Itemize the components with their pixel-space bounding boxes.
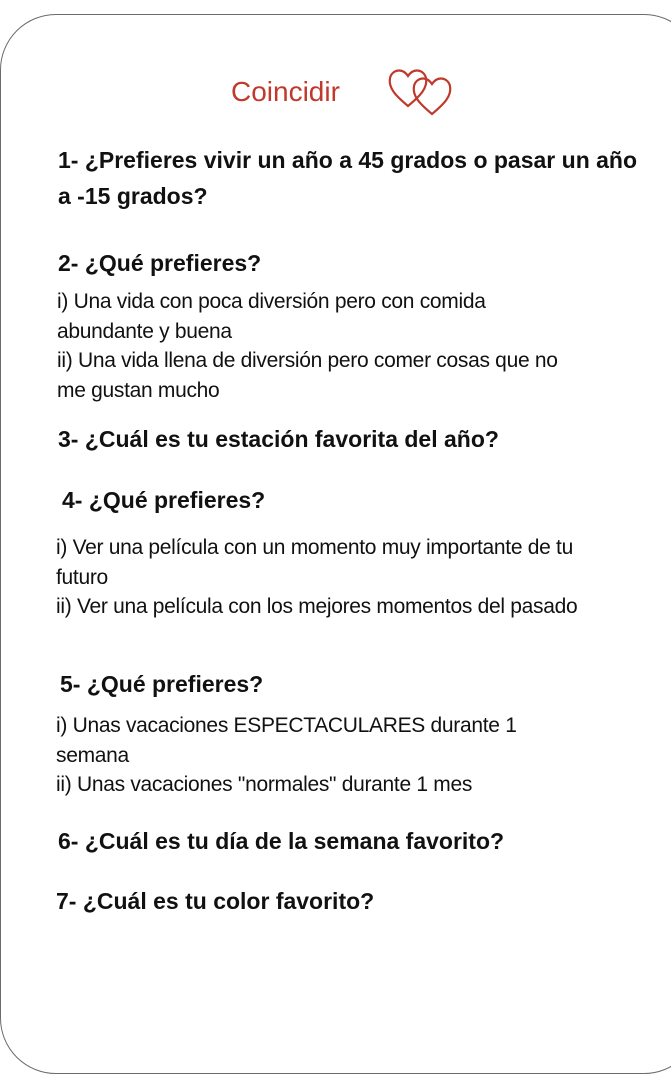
- question-4-options: [56, 533, 596, 622]
- card-header: [0, 64, 671, 124]
- question-5: 5- ¿Qué prefieres?: [60, 671, 264, 697]
- option-item: i) Una vida con poca diversión pero con comida abundante y buena: [57, 290, 486, 343]
- option-item: ii) Unas vacaciones "normales" durante 1 mes: [56, 773, 473, 796]
- option-item: ii) Ver una película con los mejores momentos del pasado: [56, 595, 578, 618]
- question-2: 2- ¿Qué prefieres?: [58, 250, 262, 276]
- option-item: i) Unas vacaciones ESPECTACULARES durante 1 semana: [56, 714, 517, 767]
- question-2-options: [57, 287, 577, 405]
- hearts-icon: [386, 64, 456, 120]
- option-item: i) Ver una película con un momento muy importante de tu futuro: [56, 536, 573, 589]
- question-4: 4- ¿Qué prefieres?: [62, 487, 266, 513]
- question-6: 6- ¿Cuál es tu día de la semana favorito?: [58, 828, 505, 854]
- question-3: 3- ¿Cuál es tu estación favorita del año?: [58, 426, 499, 452]
- question-5-options: [56, 711, 566, 800]
- question-1: 1- ¿Prefieres vivir un año a 45 grados o pasar un año a -15 grados?: [58, 147, 638, 209]
- card-title: Coincidir: [231, 76, 340, 107]
- question-7: 7- ¿Cuál es tu color favorito?: [56, 888, 375, 914]
- option-item: ii) Una vida llena de diversión pero comer cosas que no me gustan mucho: [57, 349, 558, 402]
